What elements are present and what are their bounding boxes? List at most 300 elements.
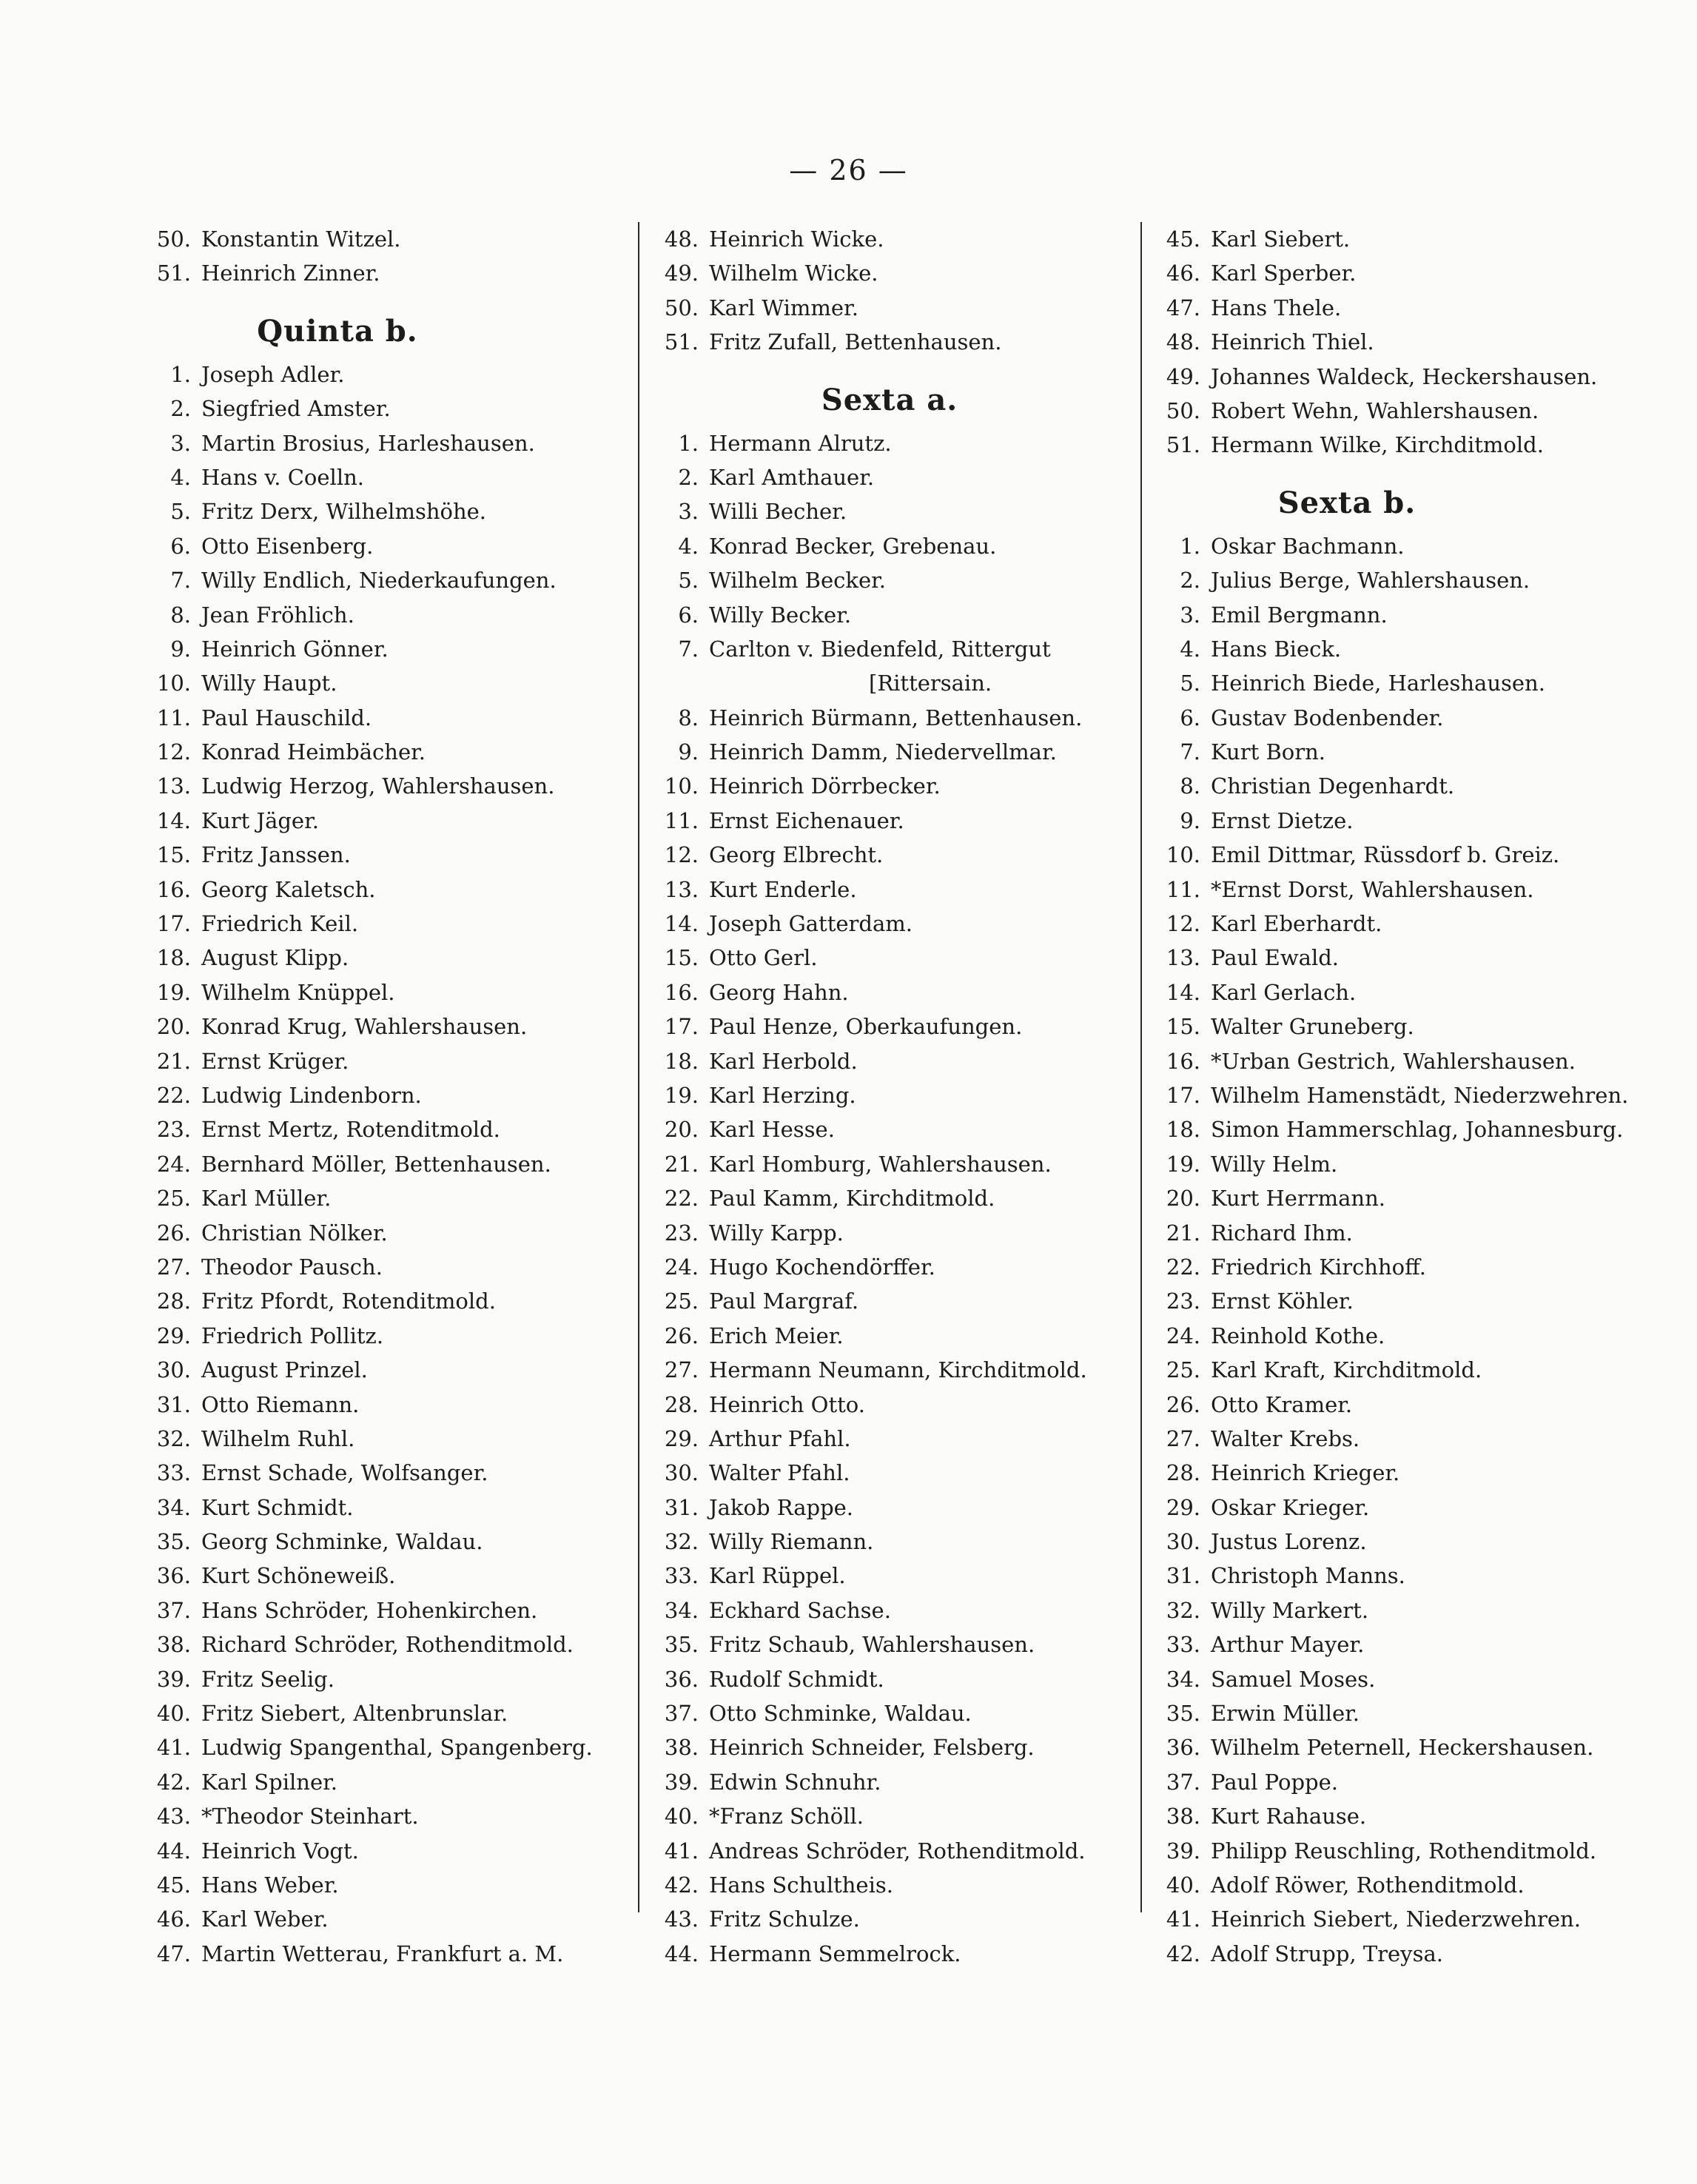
list-item-number: 28. [664,1391,699,1417]
list-item-number: 15. [156,842,191,868]
list-item-number: 16. [1166,1048,1200,1074]
list-item-number: 40. [156,1701,191,1727]
list-item-name: Karl Sperber. [1211,261,1357,286]
list-item [145,632,634,666]
list-item-name: Kurt Enderle. [709,876,857,902]
list-item-name: Fritz Siebert, Altenbrunslar. [201,1701,508,1727]
list-item [145,1044,634,1078]
list-item [653,1525,1126,1559]
list-item [1155,1559,1665,1593]
list-item-name: Rudolf Schmidt. [709,1666,884,1692]
list-item-name: Otto Schminke, Waldau. [709,1701,972,1727]
list-item-number: 45. [156,1872,191,1898]
list-item-name: Erich Meier. [709,1323,844,1348]
list-item-number: 23. [1166,1288,1200,1314]
list-item [1155,1525,1665,1559]
list-item-name: Siegfried Amster. [201,396,391,422]
list-item-number: 23. [664,1220,699,1246]
list-item-name: Jean Fröhlich. [201,602,354,628]
list-item [653,1627,1126,1661]
list-item-name: Wilhelm Hamenstädt, Niederzwehren. [1211,1082,1629,1108]
list-item [145,735,634,769]
list-item-number: 10. [156,671,191,696]
list-item [145,1868,634,1902]
list-item [1155,1491,1665,1525]
list-item [1155,1456,1665,1490]
list-item [1155,838,1665,872]
list-item-name: Karl Herbold. [709,1048,858,1074]
list-item [1155,1730,1665,1764]
list-item [1155,256,1665,290]
list-item-number: 44. [156,1838,191,1864]
list-item [653,907,1126,941]
list-item-name: Jakob Rappe. [709,1494,854,1520]
list-item [653,1491,1126,1525]
list-item-name: Karl Homburg, Wahlershausen. [709,1151,1052,1177]
list-item-number: 39. [1166,1838,1200,1864]
list-item-name: Heinrich Thiel. [1211,329,1374,355]
list-item [145,563,634,597]
list-item-name: Christoph Manns. [1211,1563,1405,1589]
list-item-number: 46. [1166,261,1200,286]
list-item-number: 18. [1166,1117,1200,1143]
list-item-name: Willi Becher. [709,499,847,525]
list-item-number: 13. [156,773,191,799]
list-item-number: 41. [156,1735,191,1761]
list-item-name: Konstantin Witzel. [201,226,401,252]
list-item-number: 40. [664,1804,699,1829]
list-item-number: 32. [664,1529,699,1555]
list-item-number: 47. [1166,295,1200,320]
list-item-number: 38. [156,1632,191,1658]
list-item-name: Richard Ihm. [1211,1220,1353,1246]
list-item-number: 29. [156,1323,191,1348]
list-item-name: Karl Siebert. [1211,226,1351,252]
list-item [145,1009,634,1044]
list-item-number: 19. [1166,1151,1200,1177]
list-item-number: 35. [1166,1701,1200,1727]
list-item-name: Hans Schröder, Hohenkirchen. [201,1597,538,1623]
list-item-name: Ernst Köhler. [1211,1288,1354,1314]
list-item-name: *Ernst Dorst, Wahlershausen. [1211,876,1534,902]
list-item [145,598,634,632]
list-item [1155,907,1665,941]
list-item-name: Georg Schminke, Waldau. [201,1529,483,1555]
list-item-name: Karl Müller. [201,1186,332,1212]
list-item-number: 9. [678,739,699,765]
list-item-name: Emil Dittmar, Rüssdorf b. Greiz. [1211,842,1560,868]
list-item-name: Erwin Müller. [1211,1701,1360,1727]
list-item-name: Robert Wehn, Wahlershausen. [1211,397,1539,423]
list-item-number: 27. [1166,1425,1200,1451]
list-item-number: 16. [664,979,699,1005]
list-item [145,701,634,735]
list-item-number: 33. [664,1563,699,1589]
section-heading: Sexta b. [1277,485,1417,520]
list-item [1155,1009,1665,1044]
list-item [1155,1902,1665,1936]
list-item [145,392,634,426]
list-item-number: 24. [664,1254,699,1280]
list-item-number: 20. [664,1117,699,1143]
list-item-name: *Theodor Steinhart. [201,1804,419,1829]
list-item [1155,222,1665,256]
list-item-number: 5. [678,568,699,594]
list-item [1155,632,1665,666]
list-item [145,426,634,460]
list-item-name: Konrad Heimbächer. [201,739,426,765]
list-item-name: Konrad Becker, Grebenau. [709,533,997,559]
list-item-name: Willy Markert. [1211,1597,1369,1623]
list-item-number: 21. [664,1151,699,1177]
list-item-name: Karl Wimmer. [709,295,858,320]
list-item-name: Hans v. Coelln. [201,464,364,490]
list-item-name: Otto Riemann. [201,1391,360,1417]
list-item [1155,1250,1665,1284]
list-item-number: 41. [664,1838,699,1864]
list-item [145,769,634,803]
list-item-number: 51. [1166,432,1200,458]
list-item [1155,598,1665,632]
list-item-number: 31. [1166,1563,1200,1589]
list-item-number: 25. [1166,1357,1200,1383]
list-item-name: Karl Gerlach. [1211,979,1357,1005]
list-item-name: Willy Haupt. [201,671,337,696]
list-item-name: Willy Riemann. [709,1529,874,1555]
list-item-name: Konrad Krug, Wahlershausen. [201,1014,528,1040]
list-item [145,1696,634,1730]
list-item-name: Karl Rüppel. [709,1563,846,1589]
list-item [1155,1799,1665,1833]
list-item [145,1799,634,1833]
list-item-name: Otto Gerl. [709,945,818,971]
list-item-name: Hans Weber. [201,1872,339,1898]
list-item [145,975,634,1009]
list-item [653,494,1126,528]
list-item-number: 8. [678,705,699,730]
list-item-name: Emil Bergmann. [1211,602,1388,628]
list-item-name: Ludwig Herzog, Wahlershausen. [201,773,555,799]
list-item-number: 25. [156,1186,191,1212]
list-item [653,1765,1126,1799]
list-item-name: Karl Amthauer. [709,464,875,490]
list-item-name: Andreas Schröder, Rothenditmold. [709,1838,1086,1864]
list-item-number: 9. [170,636,191,662]
list-item [653,1937,1126,1971]
list-item-name: Adolf Strupp, Treysa. [1211,1941,1443,1966]
page-number: — 26 — [789,154,908,187]
list-item-number: 4. [170,464,191,490]
list-item-name: Kurt Schmidt. [201,1494,354,1520]
list-item-name: Hermann Semmelrock. [709,1941,961,1966]
list-item [653,1216,1126,1250]
list-item [1155,563,1665,597]
list-item-name: Richard Schröder, Rothenditmold. [201,1632,574,1658]
list-item [1155,1216,1665,1250]
list-item [1155,1078,1665,1112]
column-3 [1155,222,1665,1971]
list-item [653,291,1126,325]
list-item-name: Walter Pfahl. [709,1460,850,1486]
list-item [653,1319,1126,1353]
list-item [653,1696,1126,1730]
list-item-number: 5. [170,499,191,525]
list-item-number: 37. [664,1701,699,1727]
list-item-number: 18. [664,1048,699,1074]
list-item-name: Walter Gruneberg. [1211,1014,1414,1040]
list-item-number: 49. [664,261,699,286]
list-item [145,1216,634,1250]
list-item [145,529,634,563]
list-item [145,1593,634,1627]
list-item-name: Fritz Schaub, Wahlershausen. [709,1632,1035,1658]
list-item-name: Reinhold Kothe. [1211,1323,1385,1348]
list-item-number: 29. [1166,1494,1200,1520]
list-item [653,563,1126,597]
list-item-name: [Rittersain. [869,671,992,696]
list-item-number: 37. [156,1597,191,1623]
list-item [653,1662,1126,1696]
list-item [145,1491,634,1525]
list-item-number: 50. [664,295,699,320]
list-item-number: 34. [1166,1666,1200,1692]
list-item-name: Hans Bieck. [1211,636,1342,662]
list-item [1155,1388,1665,1422]
list-item-number: 42. [1166,1941,1200,1966]
list-item [653,1284,1126,1318]
list-item-name: Johannes Waldeck, Heckershausen. [1211,363,1598,389]
list-item [653,325,1126,359]
list-item-name: Carlton v. Biedenfeld, Rittergut [709,636,1051,662]
list-item-name: Gustav Bodenbender. [1211,705,1444,730]
list-item-name: Joseph Adler. [201,361,345,387]
list-item-name: Karl Herzing. [709,1082,856,1108]
list-item [145,873,634,907]
list-item-number: 30. [156,1357,191,1383]
list-item-name: Otto Eisenberg. [201,533,374,559]
list-item-number: 39. [156,1666,191,1692]
list-item-number: 3. [170,430,191,456]
list-item-name: Paul Kamm, Kirchditmold. [709,1186,995,1212]
list-item-name: Hermann Neumann, Kirchditmold. [709,1357,1087,1383]
list-item [1155,1696,1665,1730]
list-item [1155,666,1665,700]
list-item-name: Ernst Dietze. [1211,807,1354,833]
list-item-number: 51. [156,261,191,286]
list-item [145,1112,634,1146]
list-item-name: Kurt Born. [1211,739,1325,765]
list-item-number: 11. [664,807,699,833]
list-item-number: 17. [664,1014,699,1040]
list-item-name: Friedrich Kirchhoff. [1211,1254,1426,1280]
list-item [145,460,634,494]
list-item-number: 26. [1166,1391,1200,1417]
list-item-number: 18. [156,945,191,971]
list-item [653,256,1126,290]
list-item-number: 38. [664,1735,699,1761]
list-item-number: 21. [156,1048,191,1074]
list-item-name: Edwin Schnuhr. [709,1769,881,1795]
list-item [653,1730,1126,1764]
list-item-name: Karl Kraft, Kirchditmold. [1211,1357,1482,1383]
list-item [1155,1353,1665,1387]
list-item-number: 51. [664,329,699,355]
list-item-number: 36. [156,1563,191,1589]
list-item-name: Paul Ewald. [1211,945,1340,971]
list-item-number: 8. [1180,773,1200,799]
list-item-name: Georg Kaletsch. [201,876,376,902]
list-item-name: Simon Hammerschlag, Johannesburg. [1211,1117,1624,1143]
list-item-number: 3. [1180,602,1200,628]
list-item [145,1284,634,1318]
list-item-name: Fritz Derx, Wilhelmshöhe. [201,499,487,525]
list-item-name: Wilhelm Knüppel. [201,979,395,1005]
list-item [145,1937,634,1971]
list-item-name: Ludwig Spangenthal, Spangenberg. [201,1735,593,1761]
list-item [145,1834,634,1868]
list-item [653,1834,1126,1868]
list-item-name: Wilhelm Peternell, Heckershausen. [1211,1735,1594,1761]
list-item-number: 36. [1166,1735,1200,1761]
list-item-number: 40. [1166,1872,1200,1898]
list-item-number: 45. [1166,226,1200,252]
list-item-name: Ernst Schade, Wolfsanger. [201,1460,488,1486]
list-item-name: Kurt Rahause. [1211,1804,1367,1829]
list-item-number: 34. [156,1494,191,1520]
list-item [1155,1284,1665,1318]
list-item-number: 33. [1166,1632,1200,1658]
list-item-number: 38. [1166,1804,1200,1829]
list-item-name: Georg Hahn. [709,979,849,1005]
list-item-name: Ludwig Lindenborn. [201,1082,422,1108]
list-item-number: 22. [664,1186,699,1212]
list-item-name: Joseph Gatterdam. [709,911,913,937]
list-item [653,701,1126,735]
list-item-number: 42. [664,1872,699,1898]
list-item [145,357,634,392]
list-item-number: 24. [156,1151,191,1177]
list-item [653,1593,1126,1627]
list-item-number: 25. [664,1288,699,1314]
list-item-number: 41. [1166,1906,1200,1932]
list-item-number: 43. [156,1804,191,1829]
list-item-name: Karl Weber. [201,1906,329,1932]
list-item-number: 42. [156,1769,191,1795]
list-item [1155,941,1665,975]
list-item-number: 13. [1166,945,1200,971]
list-item [145,1250,634,1284]
list-item [653,1902,1126,1936]
list-item-number: 48. [1166,329,1200,355]
list-item-number: 33. [156,1460,191,1486]
list-item-name: Heinrich Dörrbecker. [709,773,941,799]
list-item [145,1662,634,1696]
list-item [1155,975,1665,1009]
list-item [145,222,634,256]
list-item-number: 39. [664,1769,699,1795]
list-item [1155,701,1665,735]
list-item [145,1456,634,1490]
list-item-name: Heinrich Damm, Niedervellmar. [709,739,1057,765]
list-item-name: Hermann Wilke, Kirchditmold. [1211,432,1544,458]
list-item [653,1009,1126,1044]
list-item-name: Wilhelm Becker. [709,568,887,594]
list-item [1155,1765,1665,1799]
list-item-number: 17. [1166,1082,1200,1108]
list-item-number: 8. [170,602,191,628]
list-item-name: Fritz Zufall, Bettenhausen. [709,329,1002,355]
list-item-number: 17. [156,911,191,937]
list-item [653,1456,1126,1490]
list-item-number: 19. [664,1082,699,1108]
list-item-number: 37. [1166,1769,1200,1795]
list-item [145,907,634,941]
list-item-name: Oskar Bachmann. [1211,533,1405,559]
list-item-name: Martin Brosius, Harleshausen. [201,430,535,456]
list-item-name: Theodor Pausch. [201,1254,383,1280]
list-item-number: 43. [664,1906,699,1932]
list-item [145,1181,634,1215]
list-item [653,426,1126,460]
list-item-number: 15. [1166,1014,1200,1040]
list-item [145,941,634,975]
list-item-name: Ernst Krüger. [201,1048,349,1074]
list-item-name: Wilhelm Wicke. [709,261,878,286]
list-item-number: 5. [1180,671,1200,696]
list-item-name: Heinrich Gönner. [201,636,389,662]
list-item-number: 9. [1180,807,1200,833]
list-item-number: 31. [664,1494,699,1520]
list-item [1155,428,1665,462]
column-divider [638,222,639,1912]
list-item [653,460,1126,494]
list-item-name: *Urban Gestrich, Wahlershausen. [1211,1048,1576,1074]
list-item-number: 35. [156,1529,191,1555]
list-item [145,1730,634,1764]
list-item-name: Kurt Herrmann. [1211,1186,1385,1212]
list-item [653,632,1126,666]
list-item [1155,1593,1665,1627]
list-item-number: 11. [156,705,191,730]
list-item-number: 31. [156,1391,191,1417]
list-item [1155,769,1665,803]
list-item [653,666,1126,700]
list-item [145,256,634,290]
list-item [653,735,1126,769]
list-item-number: 27. [664,1357,699,1383]
list-item [653,1078,1126,1112]
list-item [1155,1422,1665,1456]
list-item-number: 46. [156,1906,191,1932]
list-item-name: Ernst Eichenauer. [709,807,904,833]
list-item-name: Christian Nölker. [201,1220,388,1246]
list-item-number: 7. [678,636,699,662]
list-item [1155,325,1665,359]
list-item [145,1525,634,1559]
list-item-name: Julius Berge, Wahlershausen. [1211,568,1530,594]
list-item-name: August Klipp. [201,945,349,971]
list-item [1155,1181,1665,1215]
list-item-name: Heinrich Siebert, Niederzwehren. [1211,1906,1581,1932]
list-item-name: Ernst Mertz, Rotenditmold. [201,1117,500,1143]
list-item-name: Christian Degenhardt. [1211,773,1455,799]
list-item [653,838,1126,872]
list-item [1155,529,1665,563]
list-item [145,804,634,838]
list-item-number: 2. [1180,568,1200,594]
list-item-number: 3. [678,499,699,525]
list-item-number: 34. [664,1597,699,1623]
